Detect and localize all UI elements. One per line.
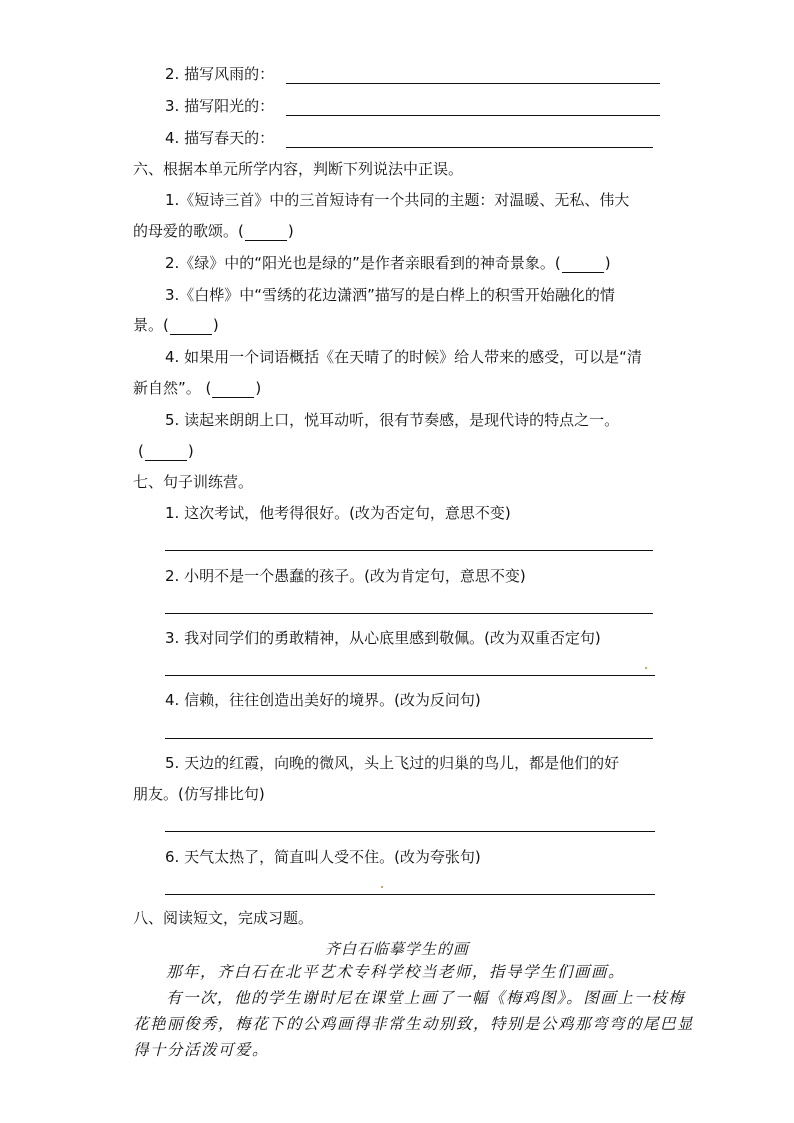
- sec5-item-3-answer-line[interactable]: [286, 115, 660, 116]
- stray-dot: [645, 667, 647, 669]
- story-paragraph-1: 那年，齐白石在北平艺术专科学校当老师，指导学生们画画。: [166, 963, 626, 981]
- sec6-q3-blank[interactable]: [170, 318, 212, 335]
- sec6-q1-text: 的母爱的歌颂。(: [133, 222, 244, 240]
- sec7-q6-answer-line[interactable]: [165, 894, 655, 895]
- sec7-q1-prompt: 1. 这次考试，他考得很好。(改为否定句，意思不变): [165, 504, 511, 522]
- sec6-q3-text: 景。(: [133, 316, 169, 334]
- story-paragraph-2-line3: 得十分活泼可爱。: [133, 1041, 270, 1059]
- sec7-q2-answer-line[interactable]: [165, 613, 653, 614]
- sec5-item-4-label: 4. 描写春天的：: [165, 129, 275, 147]
- sec6-q3-close: ): [212, 316, 219, 334]
- sec7-q5-answer-line[interactable]: [165, 831, 655, 832]
- sec6-q4-line1: 4. 如果用一个词语概括《在天晴了的时候》给人带来的感受，可以是“清: [165, 348, 642, 366]
- sec6-q5-line2: [138, 441, 194, 461]
- sec5-item-4-answer-line[interactable]: [286, 147, 653, 148]
- sec6-q1-blank[interactable]: [245, 224, 287, 241]
- sec6-q2-line: [165, 253, 611, 273]
- sec5-item-3-label: 3. 描写阳光的：: [165, 97, 275, 115]
- story-paragraph-2-line2: 花艳丽俊秀，梅花下的公鸡画得非常生动别致，特别是公鸡那弯弯的尾巴显: [133, 1015, 695, 1033]
- sec7-q6-prompt: 6. 天气太热了，简直叫人受不住。(改为夸张句): [165, 848, 481, 866]
- story-title: 齐白石临摹学生的画: [324, 940, 469, 958]
- sec6-q1-close: ): [287, 222, 294, 240]
- sec6-q1-line2: [133, 221, 294, 241]
- sec6-q3-line1: 3.《白桦》中“雪绣的花边潇洒”描写的是白桦上的积雪开始融化的情: [165, 286, 615, 304]
- story-paragraph-2-line1: 有一次，他的学生谢时尼在课堂上画了一幅《梅鸡图》。图画上一枝梅: [166, 989, 686, 1007]
- sec6-q2-close: ): [604, 254, 611, 272]
- sec6-q4-line2: [133, 378, 261, 398]
- stray-dot: [381, 886, 383, 888]
- sec6-q5-line1: 5. 读起来朗朗上口，悦耳动听，很有节奏感，是现代诗的特点之一。: [165, 411, 620, 429]
- sec7-q2-prompt: 2. 小明不是一个愚蠢的孩子。(改为肯定句，意思不变): [165, 567, 526, 585]
- sec7-q3-prompt: 3. 我对同学们的勇敢精神，从心底里感到敬佩。(改为双重否定句): [165, 629, 601, 647]
- sec6-q5-blank[interactable]: [145, 444, 187, 461]
- sec6-q4-blank[interactable]: [212, 381, 254, 398]
- sec7-q5-line2: 朋友。(仿写排比句): [133, 785, 265, 803]
- sec6-q5-close: ): [187, 442, 194, 460]
- sec7-q3-answer-line[interactable]: [165, 675, 655, 676]
- sec6-q4-text: 新自然”。 (: [133, 379, 212, 397]
- sec5-item-2-answer-line[interactable]: [286, 83, 660, 84]
- sec6-q1-line1: 1.《短诗三首》中的三首短诗有一个共同的主题：对温暖、无私、伟大: [165, 191, 630, 209]
- sec6-q5-open: (: [138, 442, 144, 460]
- section6-heading: 六、根据本单元所学内容，判断下列说法中正误。: [133, 160, 464, 178]
- sec6-q4-close: ): [255, 379, 262, 397]
- sec6-q3-line2: [133, 315, 219, 335]
- sec7-q5-line1: 5. 天边的红霞，向晚的微风，头上飞过的归巢的鸟儿，都是他们的好: [165, 754, 620, 772]
- sec7-q4-answer-line[interactable]: [165, 738, 653, 739]
- sec7-q4-prompt: 4. 信赖，往往创造出美好的境界。(改为反问句): [165, 691, 481, 709]
- sec6-q2-text: 2.《绿》中的“阳光也是绿的”是作者亲眼看到的神奇景象。(: [165, 254, 561, 272]
- section8-heading: 八、阅读短文，完成习题。: [133, 909, 314, 927]
- section7-heading: 七、句子训练营。: [133, 473, 254, 491]
- sec5-item-2-label: 2. 描写风雨的：: [165, 65, 275, 83]
- sec7-q1-answer-line[interactable]: [165, 550, 653, 551]
- sec6-q2-blank[interactable]: [562, 256, 604, 273]
